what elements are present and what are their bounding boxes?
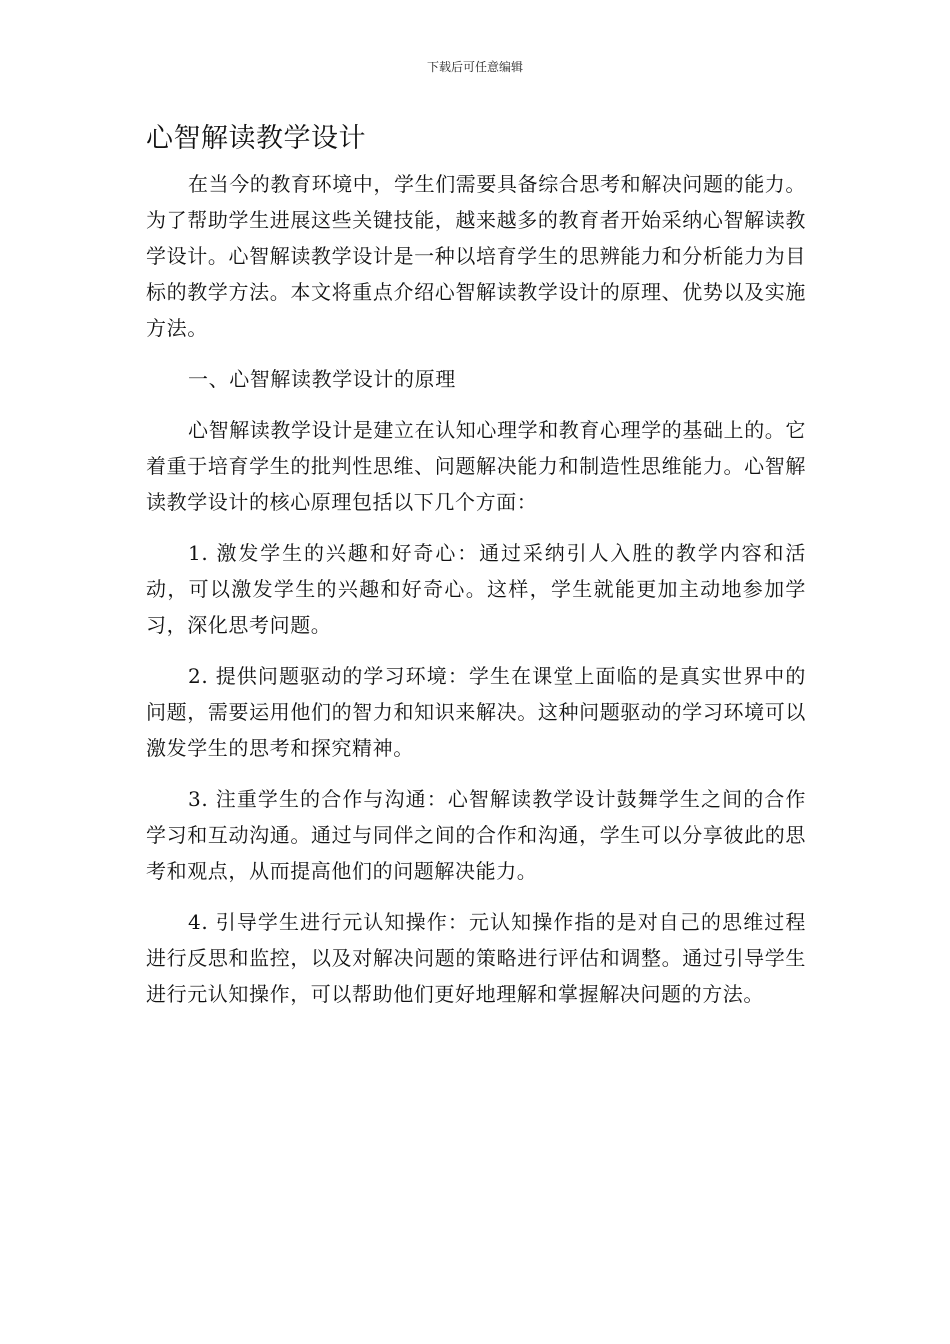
document-body [146,166,806,1027]
list-item-1: 1. 激发学生的兴趣和好奇心：通过采纳引人入胜的教学内容和活动，可以激发学生的兴趣和好奇心。这样，学生就能更加主动地参加学习，深化思考问题。 [146,541,806,637]
list-item-2: 2. 提供问题驱动的学习环境：学生在课堂上面临的是真实世界中的问题，需要运用他们的智力和知识来解决。这种问题驱动的学习环境可以激发学生的思考和探究精神。 [146,664,806,760]
intro-paragraph: 在当今的教育环境中，学生们需要具备综合思考和解决问题的能力。为了帮助学生进展这些关键技能，越来越多的教育者开始采纳心智解读教学设计。心智解读教学设计是一种以培育学生的思辨能力和分析能力为目标的教学方法。本文将重点介绍心智解读教学设计的原理、优势以及实施方法。 [146,172,806,340]
list-item-3: 3. 注重学生的合作与沟通：心智解读教学设计鼓舞学生之间的合作学习和互动沟通。通过与同伴之间的合作和沟通，学生可以分享彼此的思考和观点，从而提高他们的问题解决能力。 [146,787,806,883]
section-heading: 一、心智解读教学设计的原理 [188,367,456,391]
principle-paragraph: 心智解读教学设计是建立在认知心理学和教育心理学的基础上的。它着重于培育学生的批判性思维、问题解决能力和制造性思维能力。心智解读教学设计的核心原理包括以下几个方面： [146,418,806,514]
document-title: 心智解读教学设计 [146,123,366,154]
list-item-4: 4. 引导学生进行元认知操作：元认知操作指的是对自己的思维过程进行反思和监控，以及对解决问题的策略进行评估和调整。通过引导学生进行元认知操作，可以帮助他们更好地理解和掌握解决问题的方法。 [146,910,806,1006]
header-note: 下载后可任意编辑 [426,60,523,74]
